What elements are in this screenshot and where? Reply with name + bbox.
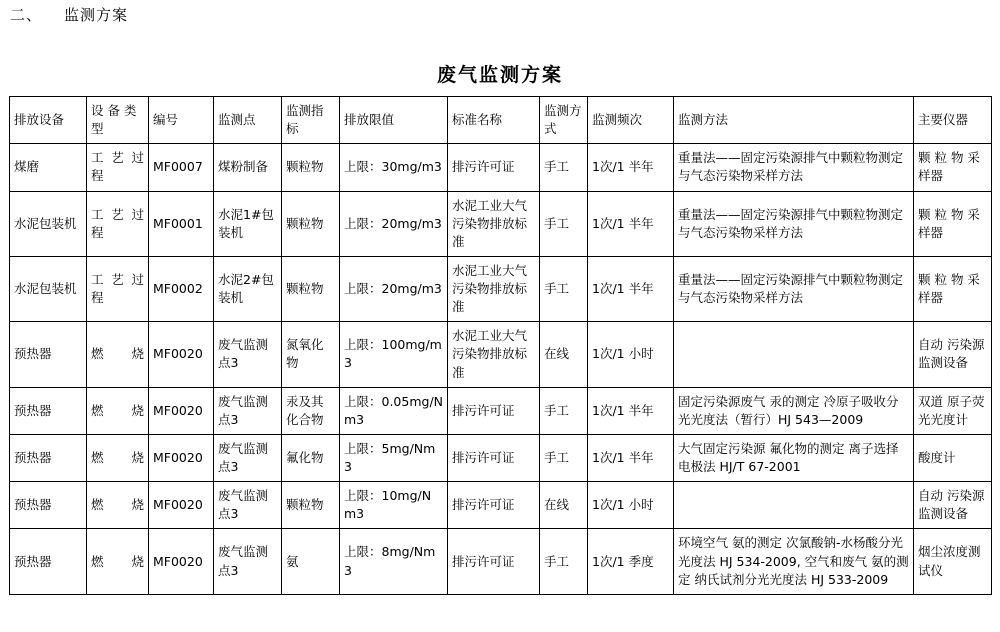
cell-type: 工 艺 过程 — [87, 144, 149, 191]
cell-method: 重量法——固定污染源排气中颗粒物测定与气态污染物采样方法 — [674, 144, 914, 191]
cell-type: 燃烧 — [87, 387, 149, 434]
cell-index: 颗粒物 — [282, 191, 340, 256]
cell-instrument: 颗 粒 物 采样器 — [914, 144, 992, 191]
cell-instrument: 酸度计 — [914, 434, 992, 481]
section-heading — [10, 4, 128, 25]
cell-mode: 在线 — [540, 482, 588, 529]
waste-gas-monitoring-table — [9, 96, 992, 595]
cell-standard: 排污许可证 — [448, 434, 540, 481]
cell-limit: 上限：30mg/m3 — [340, 144, 448, 191]
cell-mode: 手工 — [540, 256, 588, 321]
cell-method: 重量法——固定污染源排气中颗粒物测定与气态污染物采样方法 — [674, 191, 914, 256]
cell-code: MF0020 — [149, 434, 214, 481]
cell-instrument: 自动 污染源监测设备 — [914, 322, 992, 387]
cell-instrument: 颗 粒 物 采样器 — [914, 191, 992, 256]
cell-frequency: 1次/1 半年 — [588, 434, 674, 481]
cell-limit: 上限：0.05mg/Nm3 — [340, 387, 448, 434]
column-header-instrument: 主要仪器 — [914, 97, 992, 144]
cell-index: 颗粒物 — [282, 482, 340, 529]
column-header-index: 监测指标 — [282, 97, 340, 144]
cell-method: 固定污染源废气 汞的测定 冷原子吸收分光光度法（暂行）HJ 543—2009 — [674, 387, 914, 434]
cell-standard: 排污许可证 — [448, 387, 540, 434]
table-row — [10, 529, 992, 594]
cell-point: 废气监测点3 — [214, 482, 282, 529]
cell-index: 汞及其化合物 — [282, 387, 340, 434]
cell-equipment: 预热器 — [10, 322, 87, 387]
column-header-limit: 排放限值 — [340, 97, 448, 144]
cell-method — [674, 322, 914, 387]
cell-limit: 上限：10mg/Nm3 — [340, 482, 448, 529]
cell-frequency: 1次/1 半年 — [588, 144, 674, 191]
cell-type: 燃烧 — [87, 322, 149, 387]
table-row — [10, 256, 992, 321]
cell-code: MF0020 — [149, 482, 214, 529]
cell-frequency: 1次/1 季度 — [588, 529, 674, 594]
cell-equipment: 预热器 — [10, 434, 87, 481]
cell-type: 燃烧 — [87, 434, 149, 481]
cell-equipment: 预热器 — [10, 387, 87, 434]
cell-limit: 上限：20mg/m3 — [340, 191, 448, 256]
cell-code: MF0002 — [149, 256, 214, 321]
cell-mode: 在线 — [540, 322, 588, 387]
table-row — [10, 191, 992, 256]
cell-point: 废气监测点3 — [214, 387, 282, 434]
cell-index: 氮氧化物 — [282, 322, 340, 387]
cell-limit: 上限：5mg/Nm3 — [340, 434, 448, 481]
table-row — [10, 322, 992, 387]
column-header-type: 设 备 类型 — [87, 97, 149, 144]
cell-standard: 排污许可证 — [448, 144, 540, 191]
cell-point: 水泥1#包装机 — [214, 191, 282, 256]
cell-mode: 手工 — [540, 191, 588, 256]
table-header-row — [10, 97, 992, 144]
cell-type: 燃烧 — [87, 482, 149, 529]
column-header-standard: 标准名称 — [448, 97, 540, 144]
cell-frequency: 1次/1 半年 — [588, 387, 674, 434]
column-header-equipment: 排放设备 — [10, 97, 87, 144]
cell-instrument: 自动 污染源监测设备 — [914, 482, 992, 529]
cell-mode: 手工 — [540, 387, 588, 434]
cell-method: 大气固定污染源 氟化物的测定 离子选择电极法 HJ/T 67-2001 — [674, 434, 914, 481]
cell-method — [674, 482, 914, 529]
cell-point: 废气监测点3 — [214, 434, 282, 481]
cell-instrument: 双道 原子荧光光度计 — [914, 387, 992, 434]
cell-limit: 上限：100mg/m3 — [340, 322, 448, 387]
cell-index: 氨 — [282, 529, 340, 594]
cell-type: 燃烧 — [87, 529, 149, 594]
cell-standard: 排污许可证 — [448, 529, 540, 594]
cell-code: MF0020 — [149, 387, 214, 434]
cell-equipment: 水泥包装机 — [10, 256, 87, 321]
cell-index: 颗粒物 — [282, 256, 340, 321]
cell-code: MF0001 — [149, 191, 214, 256]
cell-index: 颗粒物 — [282, 144, 340, 191]
cell-equipment: 煤磨 — [10, 144, 87, 191]
cell-code: MF0020 — [149, 322, 214, 387]
cell-standard: 水泥工业大气污染物排放标准 — [448, 191, 540, 256]
cell-standard: 排污许可证 — [448, 482, 540, 529]
cell-type: 工 艺 过程 — [87, 256, 149, 321]
column-header-point: 监测点 — [214, 97, 282, 144]
column-header-method: 监测方法 — [674, 97, 914, 144]
cell-limit: 上限：8mg/Nm3 — [340, 529, 448, 594]
cell-point: 废气监测点3 — [214, 529, 282, 594]
cell-mode: 手工 — [540, 434, 588, 481]
cell-point: 水泥2#包装机 — [214, 256, 282, 321]
cell-equipment: 水泥包装机 — [10, 191, 87, 256]
table-row — [10, 482, 992, 529]
cell-method: 重量法——固定污染源排气中颗粒物测定与气态污染物采样方法 — [674, 256, 914, 321]
table-row — [10, 387, 992, 434]
table-row — [10, 144, 992, 191]
cell-mode: 手工 — [540, 144, 588, 191]
section-title: 监测方案 — [64, 6, 129, 24]
cell-equipment: 预热器 — [10, 482, 87, 529]
cell-standard: 水泥工业大气污染物排放标准 — [448, 322, 540, 387]
cell-standard: 水泥工业大气污染物排放标准 — [448, 256, 540, 321]
cell-instrument: 烟尘浓度测试仪 — [914, 529, 992, 594]
section-number: 二、 — [10, 6, 43, 24]
cell-point: 煤粉制备 — [214, 144, 282, 191]
cell-point: 废气监测点3 — [214, 322, 282, 387]
cell-code: MF0007 — [149, 144, 214, 191]
cell-frequency: 1次/1 小时 — [588, 322, 674, 387]
column-header-frequency: 监测频次 — [588, 97, 674, 144]
column-header-mode: 监测方式 — [540, 97, 588, 144]
cell-frequency: 1次/1 小时 — [588, 482, 674, 529]
page-title: 废气监测方案 — [436, 64, 563, 86]
cell-method: 环境空气 氨的测定 次氯酸钠-水杨酸分光光度法 HJ 534-2009, 空气和废气 氨的测定 纳氏试剂分光光度法 HJ 533-2009 — [674, 529, 914, 594]
column-header-code: 编号 — [149, 97, 214, 144]
cell-code: MF0020 — [149, 529, 214, 594]
cell-equipment: 预热器 — [10, 529, 87, 594]
table-row — [10, 434, 992, 481]
cell-frequency: 1次/1 半年 — [588, 256, 674, 321]
cell-limit: 上限：20mg/m3 — [340, 256, 448, 321]
cell-type: 工 艺 过程 — [87, 191, 149, 256]
cell-instrument: 颗 粒 物 采样器 — [914, 256, 992, 321]
cell-frequency: 1次/1 半年 — [588, 191, 674, 256]
table-body — [10, 144, 992, 595]
cell-index: 氟化物 — [282, 434, 340, 481]
cell-mode: 手工 — [540, 529, 588, 594]
